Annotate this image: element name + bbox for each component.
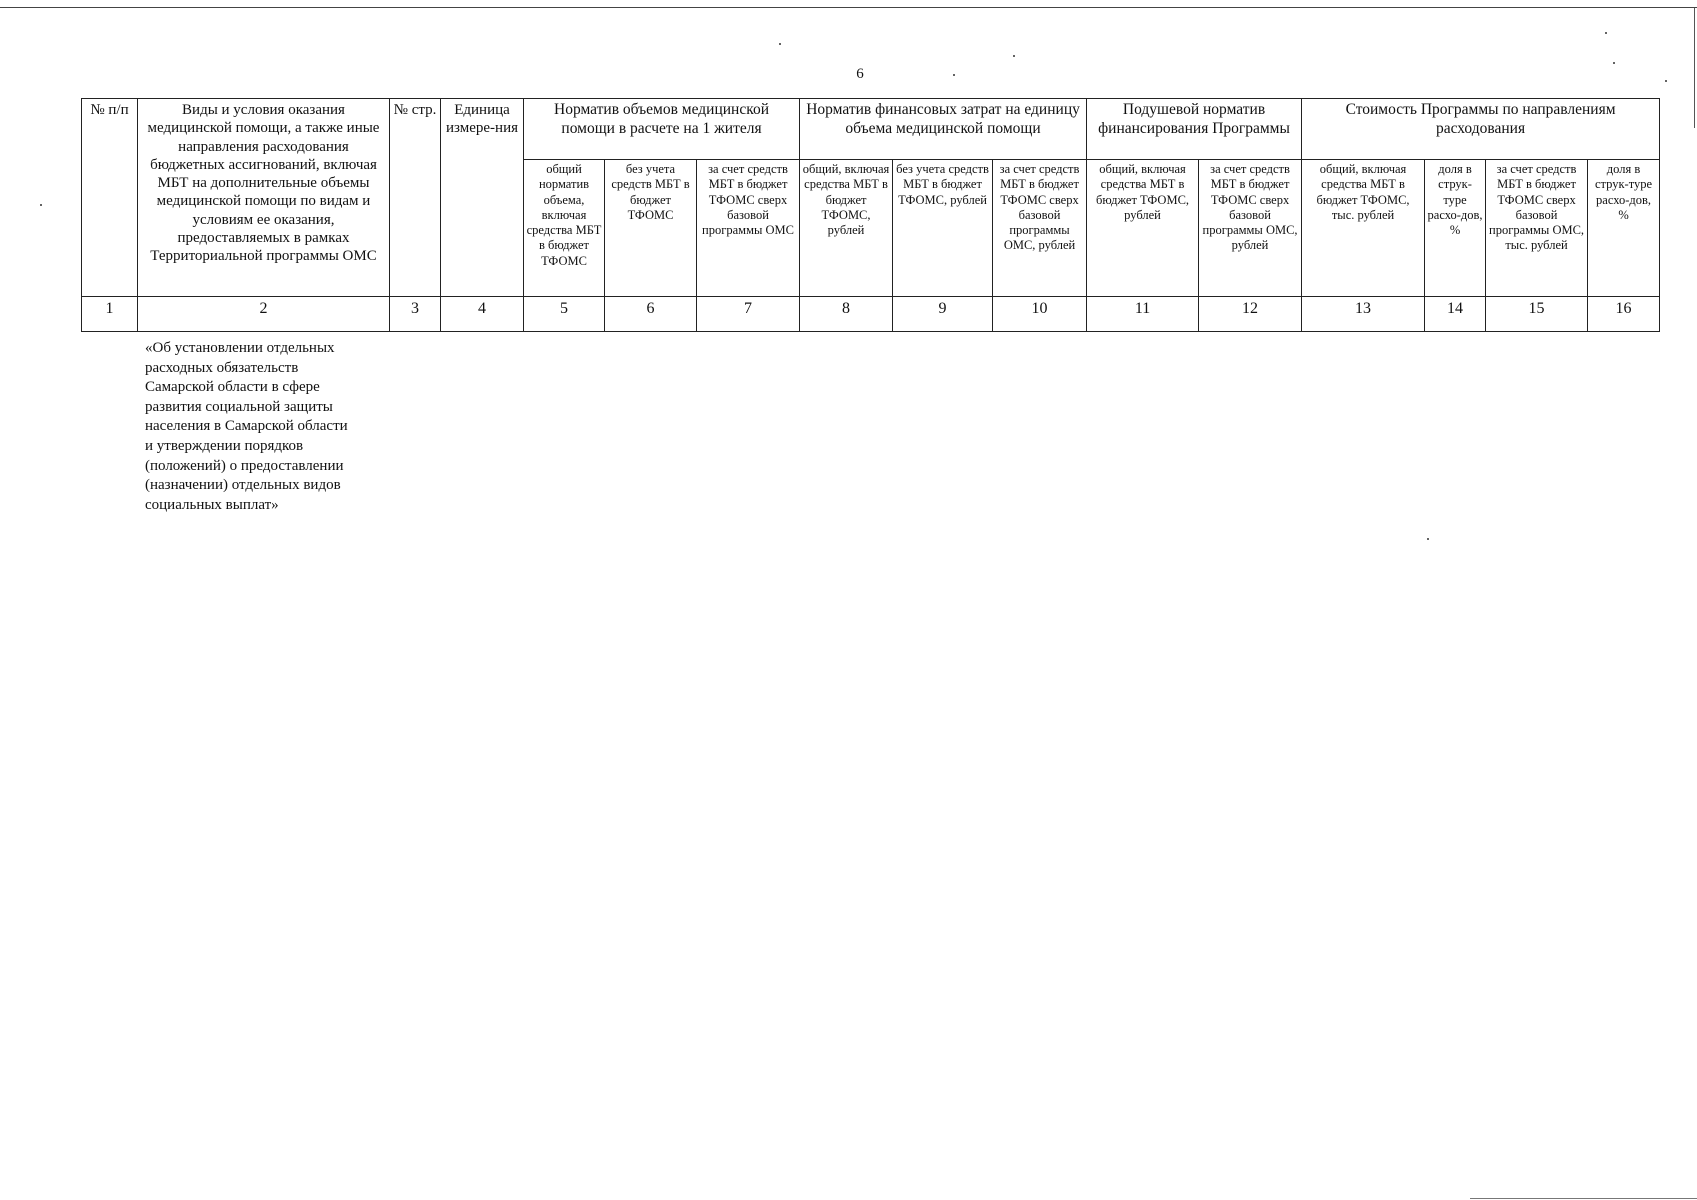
- column-number: 14: [1425, 297, 1486, 332]
- column-number: 8: [800, 297, 893, 332]
- scan-speck: [1013, 55, 1015, 57]
- scan-speck: [1665, 80, 1667, 82]
- note-line: населения в Самарской области: [145, 418, 348, 435]
- header-group-volume: Норматив объемов медицинской помощи в расчете на 1 жителя: [524, 99, 800, 160]
- header-sub-11: общий, включая средства МБТ в бюджет ТФОМС, рублей: [1087, 160, 1199, 297]
- column-number: 5: [524, 297, 605, 332]
- column-number: 10: [993, 297, 1087, 332]
- header-sub-8: общий, включая средства МБТ в бюджет ТФОМС, рублей: [800, 160, 893, 297]
- column-number: 6: [605, 297, 697, 332]
- bottom-border-line: [1470, 1198, 1697, 1199]
- page-number: 6: [856, 66, 864, 82]
- note-line: социальных выплат»: [145, 496, 279, 513]
- header-sub-15: за счет средств МБТ в бюджет ТФОМС сверх базовой программы ОМС, тыс. рублей: [1486, 160, 1588, 297]
- note-line: (положений) о предоставлении: [145, 457, 344, 474]
- header-sub-9: без учета средств МБТ в бюджет ТФОМС, рублей: [893, 160, 993, 297]
- note-line: расходных обязательств: [145, 359, 299, 376]
- column-number: 4: [441, 297, 524, 332]
- scan-speck: [1605, 32, 1607, 34]
- header-col-num: № п/п: [82, 99, 138, 297]
- header-sub-13: общий, включая средства МБТ в бюджет ТФОМС, тыс. рублей: [1302, 160, 1425, 297]
- column-number: 15: [1486, 297, 1588, 332]
- scan-speck: [40, 204, 42, 206]
- column-number: 3: [390, 297, 441, 332]
- note-line: (назначении) отдельных видов: [145, 477, 341, 494]
- header-col-str: № стр.: [390, 99, 441, 297]
- note-line: «Об установлении отдельных: [145, 340, 335, 356]
- note-line: развития социальной защиты: [145, 398, 333, 415]
- header-col-kinds: Виды и условия оказания медицинской помощи, а также иные направления расходования бюджетных ассигнований, включая МБТ на дополнительные объемы медицинской помощи по видам и условиям ее оказания, предоставляемых в рамках Территориальной программы ОМС: [138, 99, 390, 297]
- header-group-program: Стоимость Программы по направлениям расходования: [1302, 99, 1660, 160]
- note-line: Самарской области в сфере: [145, 379, 320, 396]
- column-number: 12: [1199, 297, 1302, 332]
- header-row-main: [82, 99, 1660, 160]
- program-cost-table: [81, 98, 1660, 332]
- column-number: 16: [1588, 297, 1660, 332]
- header-sub-10: за счет средств МБТ в бюджет ТФОМС сверх базовой программы ОМС, рублей: [993, 160, 1087, 297]
- header-col-unit: Единица измере-ния: [441, 99, 524, 297]
- header-sub-6: без учета средств МБТ в бюджет ТФОМС: [605, 160, 697, 297]
- note-line: и утверждении порядков: [145, 437, 304, 454]
- column-number: 2: [138, 297, 390, 332]
- column-number: 13: [1302, 297, 1425, 332]
- scan-speck: [779, 43, 781, 45]
- scan-speck: [953, 74, 955, 76]
- scan-speck: [1427, 538, 1429, 540]
- header-sub-12: за счет средств МБТ в бюджет ТФОМС сверх базовой программы ОМС, рублей: [1199, 160, 1302, 297]
- header-sub-5: общий норматив объема, включая средства МБТ в бюджет ТФОМС: [524, 160, 605, 297]
- scan-speck: [1613, 62, 1615, 64]
- column-number: 1: [82, 297, 138, 332]
- header-group-capita: Подушевой норматив финансирования Программы: [1087, 99, 1302, 160]
- column-number: 7: [697, 297, 800, 332]
- top-border-line: [0, 7, 1697, 8]
- header-group-cost: Норматив финансовых затрат на единицу объема медицинской помощи: [800, 99, 1087, 160]
- law-reference-note: [145, 339, 385, 515]
- header-sub-14: доля в струк-туре расхо-дов, %: [1425, 160, 1486, 297]
- header-sub-16: доля в струк-туре расхо-дов, %: [1588, 160, 1660, 297]
- column-number: 11: [1087, 297, 1199, 332]
- right-border-line: [1694, 8, 1695, 128]
- column-number: 9: [893, 297, 993, 332]
- header-sub-7: за счет средств МБТ в бюджет ТФОМС сверх базовой программы ОМС: [697, 160, 800, 297]
- column-number-row: [82, 297, 1660, 332]
